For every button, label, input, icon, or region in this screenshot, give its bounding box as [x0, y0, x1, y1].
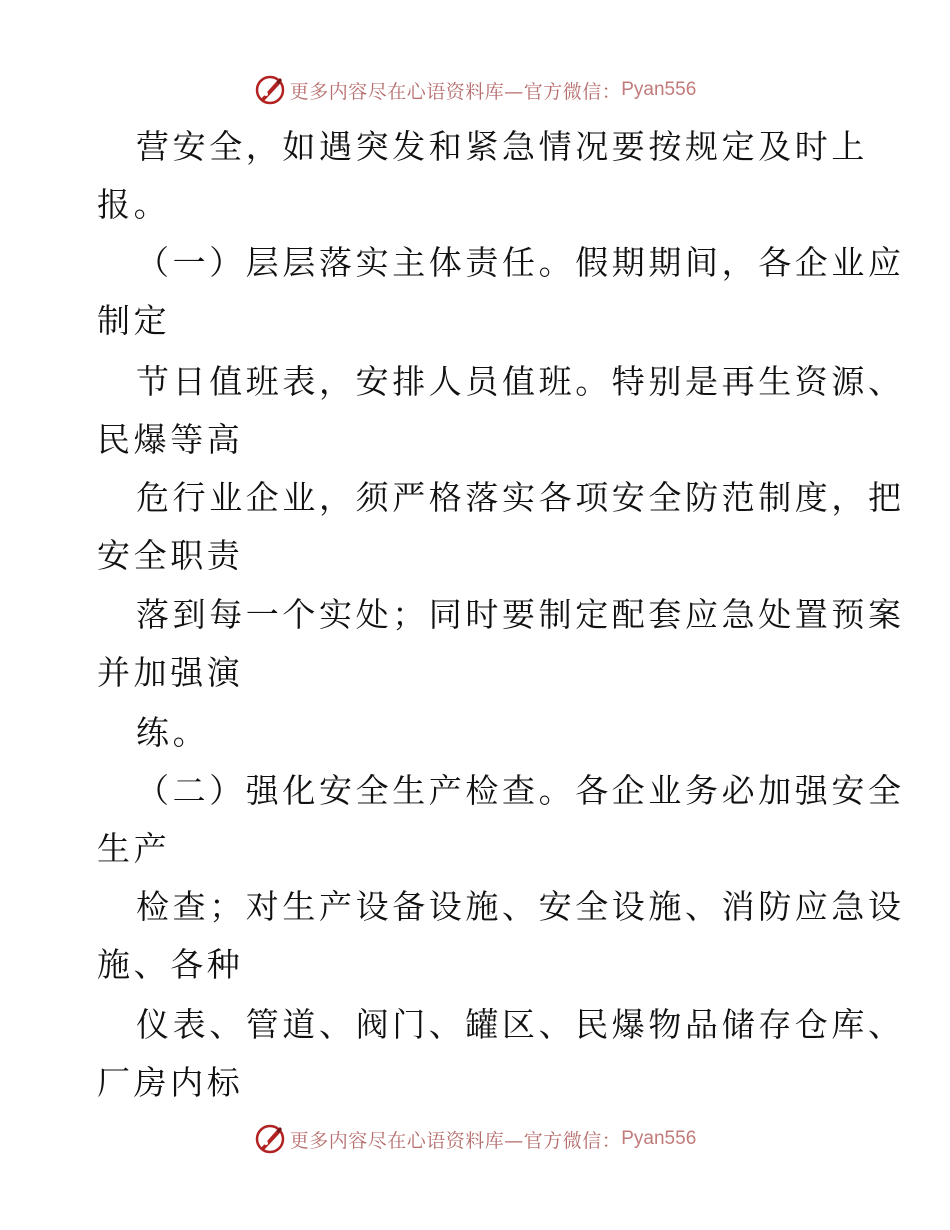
text-line: 危行业企业，须严格落实各项安全防范制度，把 — [136, 478, 905, 517]
text-line: 安全职责 — [97, 536, 244, 575]
text-line: 生产 — [97, 829, 171, 868]
pen-logo-icon — [254, 74, 286, 106]
header-banner-id: Pyan556 — [621, 79, 697, 100]
text-line: 练。 — [136, 713, 210, 752]
pen-logo-icon — [254, 1123, 286, 1155]
text-line: 民爆等高 — [97, 420, 244, 459]
text-line: 仪表、管道、阀门、罐区、民爆物品储存仓库、 — [136, 1005, 905, 1044]
header-banner — [0, 70, 950, 110]
text-line: 节日值班表，安排人员值班。特别是再生资源、 — [136, 362, 905, 401]
text-line: 施、各种 — [97, 945, 244, 984]
text-line: 报。 — [97, 185, 171, 224]
text-line: 制定 — [97, 301, 171, 340]
text-line: 营安全，如遇突发和紧急情况要按规定及时上 — [136, 127, 868, 166]
text-line: 检查；对生产设备设施、安全设施、消防应急设 — [136, 887, 905, 926]
header-banner-text: 更多内容尽在心语资料库—官方微信： — [289, 80, 622, 103]
text-line: （一）层层落实主体责任。假期期间，各企业应 — [136, 243, 905, 282]
footer-banner — [0, 1119, 950, 1159]
text-line: 厂房内标 — [97, 1063, 244, 1102]
text-line: 落到每一个实处；同时要制定配套应急处置预案 — [136, 595, 905, 634]
footer-banner-text: 更多内容尽在心语资料库—官方微信： — [289, 1129, 622, 1152]
footer-banner-id: Pyan556 — [621, 1128, 697, 1149]
text-line: 并加强演 — [97, 653, 244, 692]
text-line: （二）强化安全生产检查。各企业务必加强安全 — [136, 771, 905, 810]
